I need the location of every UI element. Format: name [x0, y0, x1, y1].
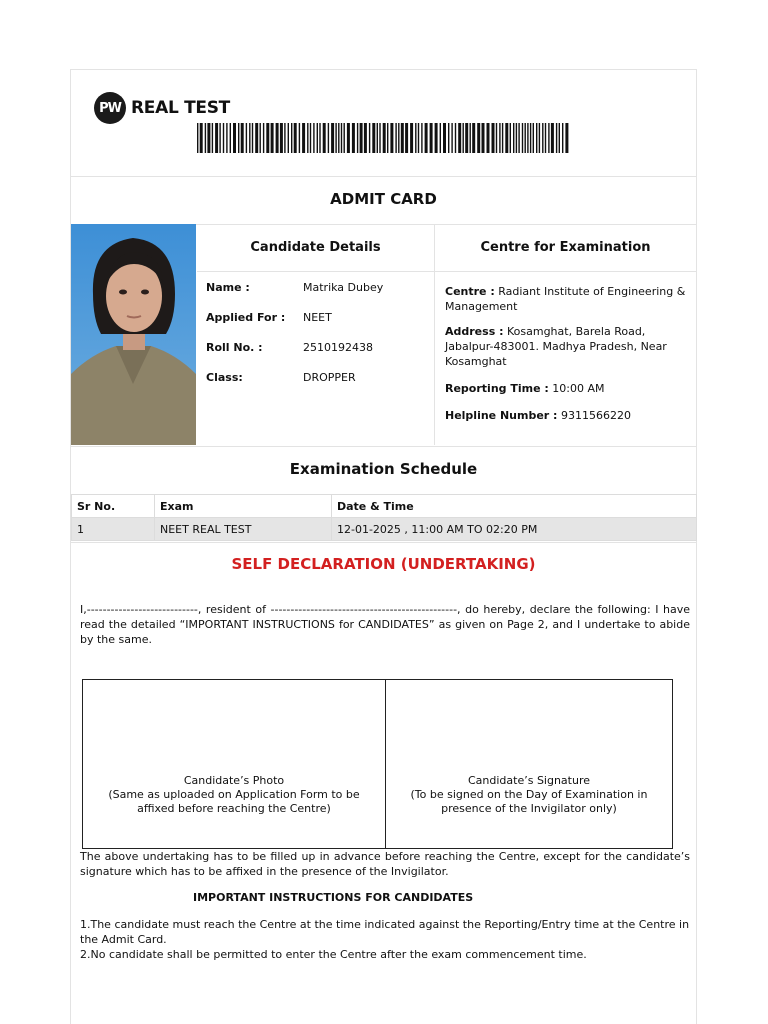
barcode-icon	[197, 123, 572, 153]
signature-box	[386, 680, 672, 848]
roll-no-label: Roll No. :	[206, 341, 263, 354]
photo-box-line1: Candidate’s Photo	[183, 774, 285, 787]
col-sr-no: Sr No.	[72, 495, 155, 518]
centre-name	[445, 284, 690, 314]
centre-heading: Centre for Examination	[435, 224, 696, 272]
signature-box-line3: presence of the Invigilator only)	[441, 802, 617, 815]
table-row	[72, 518, 697, 541]
centre-label: Centre :	[445, 285, 495, 298]
instructions-heading: IMPORTANT INSTRUCTIONS FOR CANDIDATES	[193, 891, 474, 904]
centre-details	[435, 224, 696, 445]
reporting-time	[445, 381, 690, 396]
name-label: Name :	[206, 281, 250, 294]
reporting-value: 10:00 AM	[552, 382, 605, 395]
declaration-title: SELF DECLARATION (UNDERTAKING)	[231, 555, 536, 573]
instruction-item: 2.No candidate shall be permitted to enter the Centre after the exam commencement time.	[80, 948, 587, 961]
address-label: Address :	[445, 325, 504, 338]
candidate-photo-image	[71, 224, 196, 445]
schedule-title: Examination Schedule	[289, 460, 478, 478]
signature-box-line1: Candidate’s Signature	[467, 774, 591, 787]
declaration-text: I,----------------------------, resident of -----------------------------------------------, do hereby, declare the following: I have read the detailed “IMPORTANT INSTRUCTIONS for CANDIDATES” as given on Page 2, and I undertake to abide by the same.	[80, 603, 690, 646]
instructions-list	[80, 917, 690, 962]
divider	[71, 542, 696, 543]
photo-signature-boxes	[82, 679, 673, 849]
photo-box-line2: (Same as uploaded on Application Form to be	[108, 788, 360, 801]
class-value: DROPPER	[303, 371, 356, 384]
centre-value: Radiant Institute of Engineering & Management	[445, 285, 686, 313]
brand-name: REAL TEST	[131, 98, 230, 118]
page-title: ADMIT CARD	[330, 190, 437, 208]
reporting-label: Reporting Time :	[445, 382, 549, 395]
signature-box-text	[386, 774, 672, 816]
address-value: Kosamghat, Barela Road, Jabalpur-483001. Madhya Pradesh, Near Kosamghat	[445, 325, 667, 368]
title-row	[71, 176, 696, 225]
applied-for-label: Applied For :	[206, 311, 286, 324]
class-label: Class:	[206, 371, 243, 384]
admit-card	[70, 69, 697, 1024]
helpline	[445, 408, 690, 423]
instruction-item: 1.The candidate must reach the Centre at the time indicated against the Reporting/Entry time at the Centre in the Admit Card.	[80, 918, 690, 946]
pw-logo-icon: PW	[94, 92, 126, 124]
schedule-table	[71, 494, 697, 541]
signature-box-line2: (To be signed on the Day of Examination in	[410, 788, 648, 801]
photo-box	[83, 680, 386, 848]
roll-no-value: 2510192438	[303, 341, 373, 354]
col-exam: Exam	[155, 495, 332, 518]
cell-date-time: 12-01-2025 , 11:00 AM TO 02:20 PM	[332, 518, 697, 541]
helpline-label: Helpline Number :	[445, 409, 558, 422]
cell-sr-no: 1	[72, 518, 155, 541]
table-header-row	[72, 495, 697, 518]
candidate-details	[197, 224, 435, 445]
photo-box-line3: affixed before reaching the Centre)	[137, 802, 331, 815]
centre-address	[445, 324, 690, 369]
col-date-time: Date & Time	[332, 495, 697, 518]
applied-for-value: NEET	[303, 311, 332, 324]
name-value: Matrika Dubey	[303, 281, 384, 294]
cell-exam: NEET REAL TEST	[155, 518, 332, 541]
examination-schedule	[71, 446, 696, 543]
card-header	[71, 70, 696, 177]
brand-logo	[94, 92, 230, 124]
candidate-photo	[71, 224, 196, 445]
photo-box-text	[83, 774, 385, 816]
undertaking-note: The above undertaking has to be filled up in advance before reaching the Centre, except for the candidate’s signature which has to be affixed in the presence of the Invigilator.	[80, 850, 690, 878]
candidate-details-heading: Candidate Details	[197, 224, 434, 272]
helpline-value: 9311566220	[560, 409, 631, 422]
